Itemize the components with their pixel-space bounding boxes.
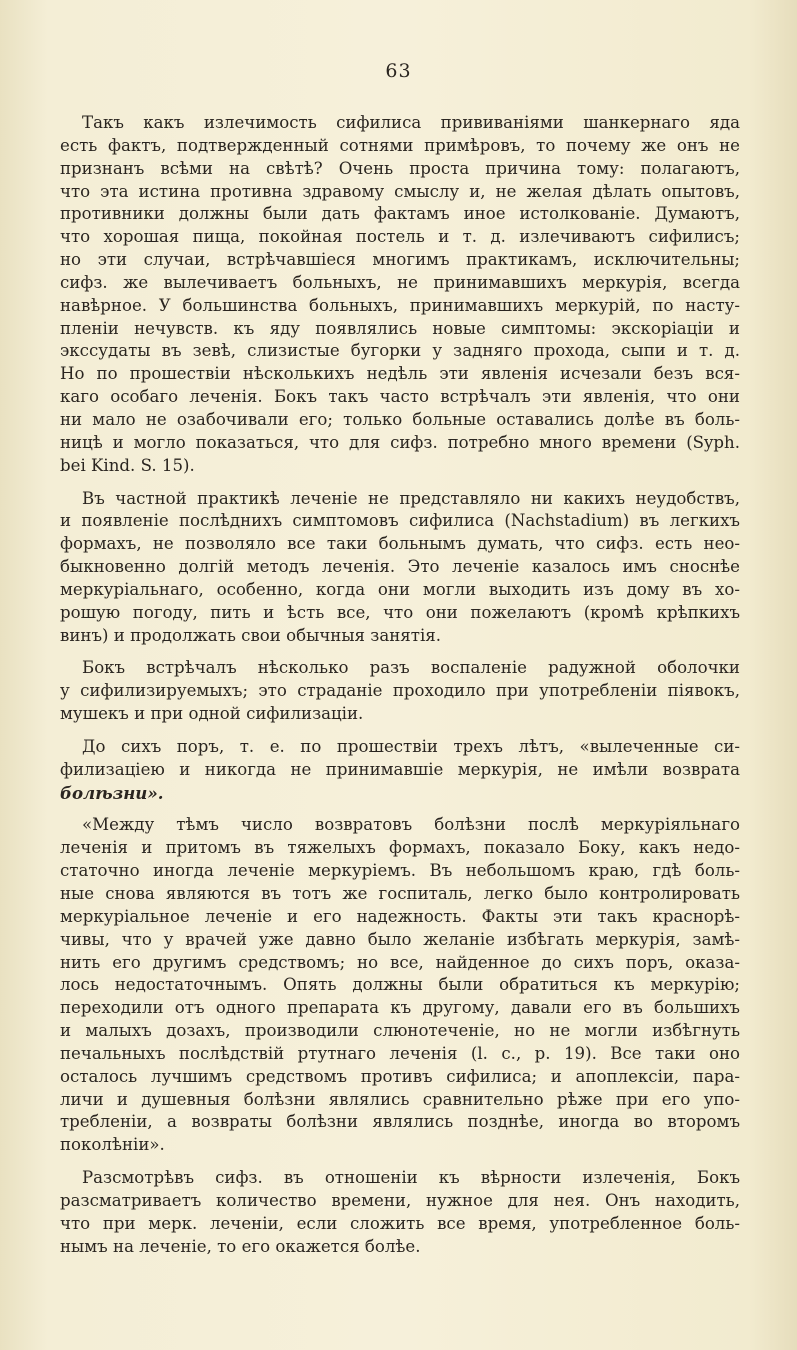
text-line: каго особаго леченія. Бокъ такъ часто встрѣчалъ эти явленія, что они	[60, 387, 740, 407]
paragraph	[60, 112, 740, 478]
text-line: Разсмотрѣвъ сифз. въ отношеніи къ вѣрности излеченія, Бокъ	[82, 1168, 740, 1188]
text-line: навѣрное. У большинства больныхъ, принимавшихъ меркурій, по насту-	[60, 295, 740, 315]
text-line: экссудаты въ зевѣ, слизистые бугорки у задняго прохода, сыпи и т. д.	[60, 341, 740, 361]
text-line: нить его другимъ средствомъ; но все, найденное до сихъ поръ, оказа-	[60, 952, 740, 972]
text-line: пленіи нечувств. къ яду появлялись новые симптомы: экскоріаціи и	[60, 318, 740, 338]
text-line: что хорошая пища, покойная постель и т. д. излечиваютъ сифилисъ;	[60, 227, 740, 247]
page-number: 63	[385, 60, 412, 82]
text-line: Но по прошествіи нѣсколькихъ недѣль эти явленія исчезали безъ вся-	[60, 364, 740, 384]
text-line: и малыхъ дозахъ, производили слюнотеченіе, но не могли избѣгнуть	[60, 1021, 740, 1041]
text-line: печальныхъ послѣдствій ртутнаго леченія (l. c., p. 19). Все таки оно	[60, 1043, 740, 1063]
text-line: формахъ, не позволяло все таки больнымъ думать, что сифз. есть нео-	[60, 534, 740, 554]
text-line: ные снова являются въ тотъ же госпиталь, легко было контролировать	[60, 884, 740, 903]
text-line: ни мало не озабочивали его; только больные оставались долѣе въ боль-	[60, 409, 740, 429]
text-line: «Между тѣмъ число возвратовъ болѣзни послѣ меркуріяльнаго	[82, 815, 740, 835]
text-line: требленіи, а возвраты болѣзни являлись позднѣе, иногда во второмъ	[60, 1112, 740, 1132]
text-line: рошую погоду, пить и ѣсть все, что они пожелаютъ (кромѣ крѣпкихъ	[60, 602, 740, 622]
text-line: Въ частной практикѣ леченіе не представляло ни какихъ неудобствъ,	[82, 488, 740, 508]
text-line: леченія и притомъ въ тяжелыхъ формахъ, показало Боку, какъ недо-	[60, 838, 740, 858]
text-line: ницѣ и могло показаться, что для сифз. потребно много времени (Syph.	[60, 432, 740, 452]
text-line: переходили отъ одного препарата къ другому, давали его въ большихъ	[60, 998, 740, 1018]
text-line: но эти случаи, встрѣчавшіеся многимъ практикамъ, исключительны;	[60, 250, 740, 270]
text-line: разсматриваетъ количество времени, нужное для нея. Онъ находить,	[60, 1190, 740, 1210]
text-line: личи и душевныя болѣзни являлись сравнительно рѣже при его упо-	[60, 1089, 740, 1109]
text-line: До сихъ поръ, т. е. по прошествіи трехъ лѣтъ, «вылеченные си-	[82, 736, 740, 756]
text-line: нымъ на леченіе, то его окажется болѣе.	[60, 1236, 421, 1256]
text-line: bei Kind. S. 15).	[60, 455, 195, 475]
text-line: болѣзни».	[60, 782, 164, 803]
text-line: у сифилизируемыхъ; это страданіе проходило при употребленіи піявокъ,	[60, 681, 740, 701]
text-line: что при мерк. леченіи, если сложить все время, употребленное боль-	[60, 1213, 740, 1233]
paragraph	[60, 814, 740, 1157]
text-line: осталось лучшимъ средствомъ противъ сифилиса; и апоплексіи, пара-	[60, 1066, 740, 1086]
paragraph	[60, 736, 740, 805]
text-line: филизаціею и никогда не принимавшіе меркурія, не имѣли возврата	[60, 759, 740, 779]
text-line: есть фактъ, подтвержденный сотнями примѣровъ, то почему же онъ не	[60, 135, 740, 155]
text-line: чивы, что у врачей уже давно было желаніе избѣгать меркурія, замѣ-	[60, 929, 740, 949]
text-line: меркуріальное леченіе и его надежность. Факты эти такъ краснорѣ-	[60, 906, 740, 926]
text-line: Такъ какъ излечимость сифилиса прививаніями шанкернаго яда	[82, 113, 740, 132]
page-body	[60, 112, 740, 1269]
text-line: противники должны были дать фактамъ иное истолкованіе. Думаютъ,	[60, 204, 740, 224]
paragraph	[60, 1167, 740, 1258]
text-line: статочно иногда леченіе меркуріемъ. Въ небольшомъ краю, гдѣ боль-	[60, 861, 740, 881]
paragraph	[60, 488, 740, 648]
text-line: поколѣніи».	[60, 1135, 165, 1155]
text-line: быкновенно долгій методъ леченія. Это леченіе казалось имъ сноснѣе	[60, 557, 740, 577]
text-line: мушекъ и при одной сифилизаціи.	[60, 704, 364, 724]
text-line: и появленіе послѣднихъ симптомовъ сифилиса (Nachstadium) въ легкихъ	[60, 511, 740, 531]
text-line: винъ) и продолжать свои обычныя занятія.	[60, 625, 441, 645]
text-line: признанъ всѣми на свѣтѣ? Очень проста причина тому: полагаютъ,	[60, 158, 740, 178]
text-line: лось недостаточнымъ. Опять должны были обратиться къ меркурію;	[60, 975, 740, 995]
text-line: Бокъ встрѣчалъ нѣсколько разъ воспаленіе радужной оболочки	[82, 658, 740, 678]
text-line: сифз. же вылечиваетъ больныхъ, не принимавшихъ меркурія, всегда	[60, 272, 740, 292]
text-line: меркуріальнаго, особенно, когда они могли выходить изъ дому въ хо-	[60, 579, 740, 599]
paragraph	[60, 657, 740, 726]
text-line: что эта истина противна здравому смыслу и, не желая дѣлать опытовъ,	[60, 181, 740, 201]
